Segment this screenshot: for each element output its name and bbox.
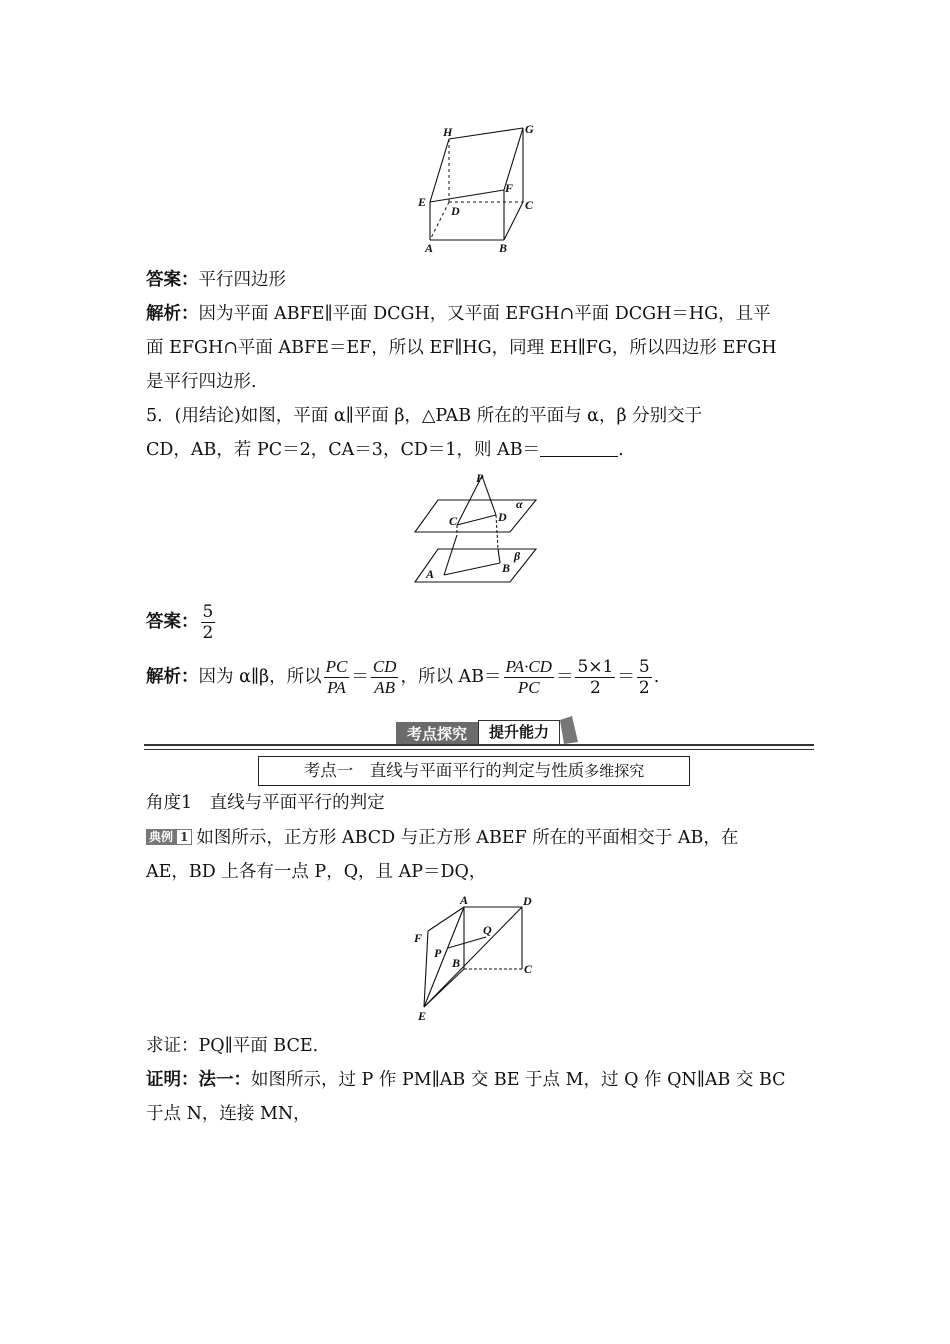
fig3-label-Q: Q: [483, 923, 492, 937]
fig1-label-E: E: [418, 195, 427, 209]
fig2-label-A: A: [426, 567, 435, 581]
q4-analysis-line-3: 是平行四边形.: [146, 372, 257, 392]
fig3-label-D: D: [523, 894, 532, 908]
q5-stem-line-1: 5．(用结论)如图，平面 α∥平面 β，△PAB 所在的平面与 α，β 分别交于: [146, 406, 703, 426]
fig2-label-D: D: [498, 510, 507, 524]
proof-line-2: 于点 N，连接 MN，: [146, 1104, 311, 1124]
squares-figure: [408, 893, 543, 1023]
q5-eq-2: ＝: [555, 667, 574, 687]
q5-stem-text: CD，AB，若 PC＝2，CA＝3，CD＝1，则 AB＝: [146, 440, 541, 460]
fig3-label-F: F: [414, 931, 423, 945]
q5-frac3-den: PC: [517, 678, 540, 697]
fig2-label-P: P: [476, 471, 484, 485]
q5-analysis-line: [146, 656, 659, 698]
q5-frac-5-2: [637, 657, 652, 698]
q5-eq-3: ＝: [617, 667, 635, 687]
q4-answer-line: [146, 269, 286, 291]
q5-answer-fraction: [201, 602, 216, 643]
section-rule-thin: [144, 749, 814, 750]
example-badge: 典例: [146, 829, 176, 845]
q5-answer-label: 答案：: [146, 612, 199, 632]
q5-frac5-den: 2: [638, 678, 650, 698]
q5-frac-cd-ab: [371, 657, 399, 698]
q5-stem-line-2: [146, 439, 624, 461]
q4-answer: 平行四边形: [198, 270, 286, 290]
q5-frac2-num: CD: [372, 657, 397, 676]
q5-answer-num: 5: [202, 602, 214, 622]
topic-title: 考点一 直线与平面平行的判定与性质: [303, 761, 585, 780]
fig1-label-B: B: [499, 241, 508, 255]
fig2-label-beta: β: [514, 549, 521, 563]
q5-frac5-num: 5: [638, 657, 650, 677]
q5-frac-5x1-2: [575, 657, 615, 698]
fig3-label-P: P: [434, 946, 442, 960]
fig1-label-H: H: [443, 125, 453, 139]
q5-analysis-text-a: 因为 α∥β，所以: [198, 667, 322, 687]
q4-analysis-line-1: [146, 303, 771, 325]
q5-eq-1: ＝: [351, 667, 369, 687]
q5-analysis-text-b: ，所以 AB＝: [400, 667, 502, 687]
q5-stem-end: .: [618, 440, 624, 460]
fig3-label-B: B: [452, 956, 461, 970]
fig1-label-D: D: [451, 204, 460, 218]
q4-analysis-label: 解析：: [146, 304, 199, 324]
fig2-label-alpha: α: [516, 497, 523, 511]
q5-frac1-den: PA: [327, 678, 346, 697]
section-rule-thick: [144, 744, 814, 746]
q5-frac-pc-pa: [324, 657, 350, 698]
fig3-label-E: E: [418, 1009, 427, 1023]
fig2-label-B: B: [502, 561, 511, 575]
fig1-label-F: F: [505, 181, 514, 195]
fig1-label-G: G: [525, 122, 534, 136]
q5-answer-line: [146, 602, 217, 643]
topic-tag: 多维探究: [584, 762, 645, 780]
fig3-label-A: A: [460, 893, 469, 907]
parallel-planes-figure: [410, 468, 545, 590]
banner-improve-label: 提升能力: [478, 720, 560, 746]
fig3-label-C: C: [524, 962, 533, 976]
q5-analysis-end: .: [653, 667, 660, 687]
fig1-label-A: A: [425, 241, 434, 255]
banner-explore-label: 考点探究: [396, 722, 478, 746]
topic-title-box: [258, 756, 690, 786]
q5-frac2-den: AB: [374, 678, 396, 697]
q5-answer-den: 2: [202, 623, 214, 643]
q4-answer-label: 答案：: [146, 270, 199, 290]
proof-text-1: 如图所示，过 P 作 PM∥AB 交 BE 于点 M，过 Q 作 QN∥AB 交 BC: [251, 1070, 786, 1090]
q4-analysis-text-1: 因为平面 ABFE∥平面 DCGH，又平面 EFGH∩平面 DCGH＝HG，且平: [198, 304, 771, 324]
example-badge-number: 1: [176, 829, 192, 845]
proof-label: 证明：法一：: [146, 1070, 251, 1090]
q5-frac1-num: PC: [325, 657, 348, 676]
fig1-label-C: C: [525, 198, 534, 212]
angle-title: 角度1 直线与平面平行的判定: [146, 793, 385, 813]
q5-frac4-num: 5×1: [577, 657, 614, 677]
example-text-1: 如图所示，正方形 ABCD 与正方形 ABEF 所在的平面相交于 AB，在: [196, 828, 739, 848]
q5-frac4-den: 2: [590, 678, 601, 698]
prove-statement: 求证：PQ∥平面 BCE.: [146, 1036, 319, 1056]
proof-line-1: [146, 1069, 786, 1091]
example-line-2: AE，BD 上各有一点 P，Q，且 AP＝DQ，: [146, 862, 487, 882]
fig2-label-C: C: [449, 514, 458, 528]
q5-frac3-num: PA·CD: [505, 657, 552, 676]
example-line-1: [146, 827, 738, 849]
q5-frac-pacd-pc: [504, 657, 554, 698]
prism-figure: [405, 118, 545, 260]
q4-analysis-line-2: 面 EFGH∩平面 ABFE＝EF，所以 EF∥HG，同理 EH∥FG，所以四边形 EFGH: [146, 338, 777, 358]
banner-corner-decoration: [558, 714, 580, 746]
answer-blank: [540, 439, 618, 457]
q5-analysis-label: 解析：: [146, 667, 199, 687]
